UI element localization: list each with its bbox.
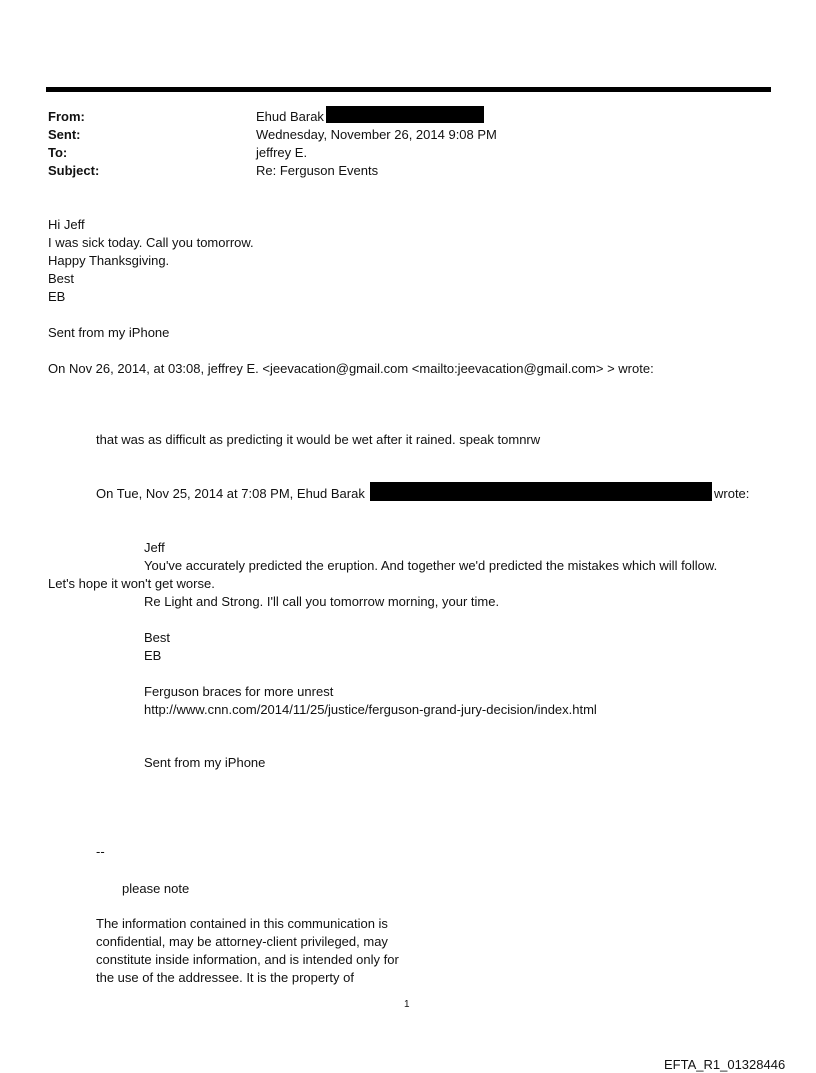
redaction-box	[370, 482, 712, 501]
sent-value: Wednesday, November 26, 2014 9:08 PM	[256, 127, 497, 142]
message-line: Best	[48, 271, 75, 286]
signature-separator: --	[96, 844, 105, 859]
sent-label: Sent:	[48, 127, 81, 142]
link-url[interactable]: http://www.cnn.com/2014/11/25/justice/ferguson-grand-jury-decision/index.html	[144, 702, 597, 717]
message-line: Happy Thanksgiving.	[48, 253, 170, 268]
quote2-initials: EB	[144, 648, 162, 663]
header-rule	[46, 87, 771, 92]
message-signature: Sent from my iPhone	[48, 325, 170, 340]
quote1-intro: On Nov 26, 2014, at 03:08, jeffrey E. <jeevacation@gmail.com <mailto:jeevacation@gmail.com> > wrote:	[48, 361, 654, 376]
disclaimer-line: confidential, may be attorney-client privileged, may	[96, 934, 388, 949]
from-label: From:	[48, 109, 85, 124]
quote2-line: You've accurately predicted the eruption. And together we'd predicted the mistakes which will follow.	[144, 558, 718, 573]
subject-value: Re: Ferguson Events	[256, 163, 379, 178]
to-label: To:	[48, 145, 68, 160]
quote2-salutation: Jeff	[144, 540, 165, 555]
disclaimer-line: constitute inside information, and is intended only for	[96, 952, 399, 967]
message-line: I was sick today. Call you tomorrow.	[48, 235, 254, 250]
page-number: 1	[404, 999, 410, 1010]
message-line: Hi Jeff	[48, 217, 85, 232]
disclaimer-line: the use of the addressee. It is the property of	[96, 970, 354, 985]
quote2-closing: Best	[144, 630, 171, 645]
to-value: jeffrey E.	[256, 145, 308, 160]
message-line: EB	[48, 289, 66, 304]
link-title: Ferguson braces for more unrest	[144, 684, 334, 699]
subject-label: Subject:	[48, 163, 100, 178]
quote2-intro: On Tue, Nov 25, 2014 at 7:08 PM, Ehud Barak	[96, 486, 365, 501]
quote2-signature: Sent from my iPhone	[144, 755, 266, 770]
disclaimer-line: The information contained in this communication is	[96, 916, 388, 931]
document-id: EFTA_R1_01328446	[664, 1057, 786, 1072]
quote2-line: Re Light and Strong. I'll call you tomorrow morning, your time.	[144, 594, 500, 609]
from-value: Ehud Barak	[256, 109, 324, 124]
quote2-line: Let's hope it won't get worse.	[48, 576, 215, 591]
disclaimer-title: please note	[122, 881, 190, 896]
quote1-body: that was as difficult as predicting it would be wet after it rained. speak tomnrw	[96, 432, 541, 447]
quote2-intro-end: wrote:	[714, 486, 750, 501]
redaction-box	[326, 106, 484, 123]
